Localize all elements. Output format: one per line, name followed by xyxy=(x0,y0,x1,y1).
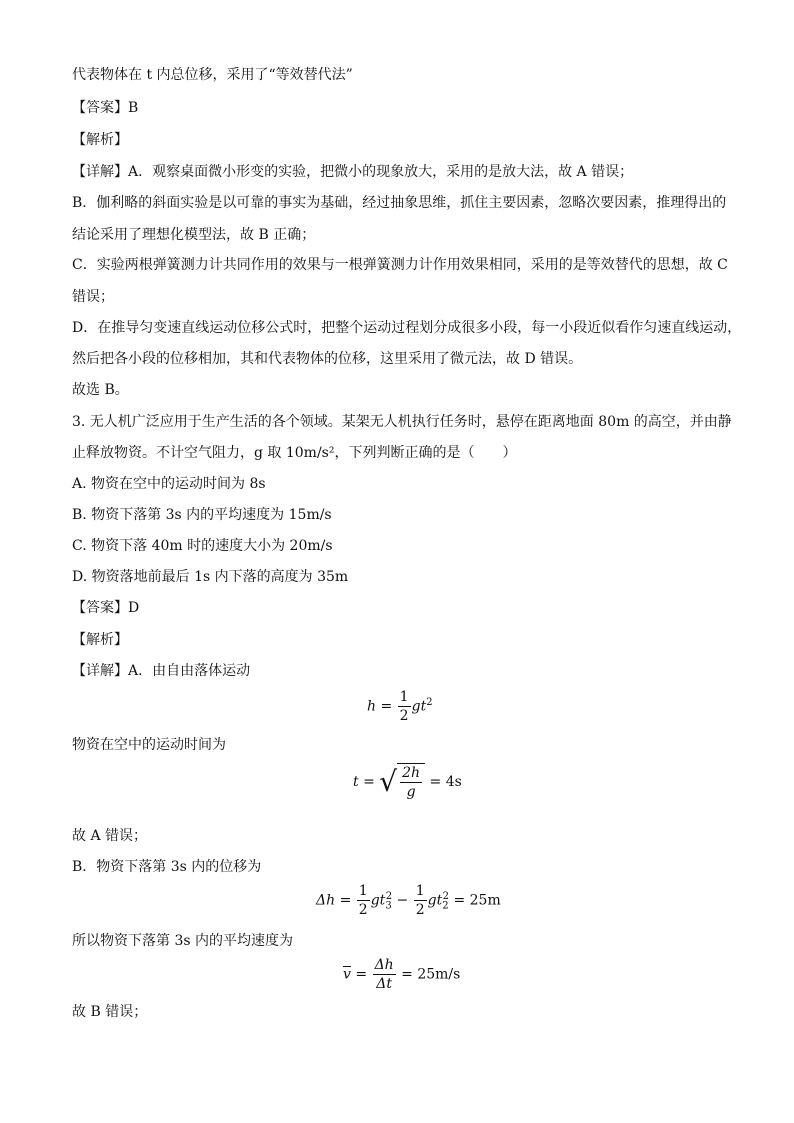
numerator: 1 xyxy=(358,883,368,899)
exponent: 2 xyxy=(426,696,433,708)
formula-result: 25m/s xyxy=(417,966,461,983)
numerator: 1 xyxy=(415,883,425,899)
text-line: 结论采用了理想化模型法，故 B 正确； xyxy=(72,227,316,243)
text-line: 错误； xyxy=(72,289,114,305)
exponent: 2 xyxy=(385,890,393,902)
denominator: 2 xyxy=(358,902,368,918)
analysis-label: 【解析】 xyxy=(72,132,128,148)
text-line: 代表物体在 t 内总位移，采用了“等效替代法” xyxy=(72,67,353,83)
formula-var: g xyxy=(411,698,421,715)
formula-free-fall: h = $\frac{1}{2}$ $gt^2$ xyxy=(367,689,433,724)
text-line: 然后把各小段的位移相加，其和代表物体的位移，这里采用了微元法，故 D 错误。 xyxy=(72,351,583,367)
formula-avg-velocity: $\overline{v}$ = $\frac{\Delta h}{\Delta t}$ = 25m/s xyxy=(343,957,461,992)
text-line: 故 A 错误； xyxy=(72,828,148,844)
subscript: 2 xyxy=(442,900,449,912)
formula-var: t xyxy=(420,698,427,715)
option-a: A. 物资在空中的运动时间为 8s xyxy=(72,476,266,492)
numerator: 1 xyxy=(399,689,409,705)
text-line: 所以物资下落第 3s 内的平均速度为 xyxy=(72,933,293,949)
text-line: 【详解】A．观察桌面微小形变的实验，把微小的现象放大，采用的是放大法，故 A 错误； xyxy=(72,164,634,180)
fraction xyxy=(414,882,427,919)
formula-var: Δh xyxy=(316,892,336,909)
fraction xyxy=(398,688,411,725)
text-line: D．在推导匀变速直线运动位移公式时，把整个运动过程划分成很多小段，每一小段近似看作匀速直线运动， xyxy=(72,320,742,336)
option-b: B. 物资下落第 3s 内的平均速度为 15m/s xyxy=(72,507,332,523)
option-d: D. 物资落地前最后 1s 内下落的高度为 35m xyxy=(72,569,349,585)
subscript: 3 xyxy=(385,900,392,912)
denominator: g xyxy=(406,784,416,800)
text-line: B．物资下落第 3s 内的位移为 xyxy=(72,859,262,875)
exponent: 2 xyxy=(442,890,449,902)
sqrt: √ $\frac{2h}{g}$ xyxy=(379,763,425,801)
text-line: 故选 B。 xyxy=(72,382,129,398)
option-c: C. 物资下落 40m 时的速度大小为 20m/s xyxy=(72,538,333,554)
numerator: 2h xyxy=(402,765,421,781)
answer-label: 【答案】B xyxy=(72,100,139,116)
fraction xyxy=(357,882,370,919)
text-line: B．伽利略的斜面实验是以可靠的事实为基础，经过抽象思维，抓住主要因素，忽略次要因素，推理得出的 xyxy=(72,195,727,211)
fraction xyxy=(400,764,422,801)
numerator: Δh xyxy=(374,957,394,973)
fraction xyxy=(373,956,396,993)
formula-result: 4s xyxy=(445,774,462,790)
question-stem: 3. 无人机广泛应用于生产生活的各个领域。某架无人机执行任务时，悬停在距离地面 80m 的高空，并由静 xyxy=(72,414,732,430)
formula-fall-time: t = √ $\frac{2h}{g}$ = 4s xyxy=(353,765,462,800)
analysis-label: 【解析】 xyxy=(72,632,128,648)
formula-var: t xyxy=(353,774,359,790)
formula-result: 25m xyxy=(469,892,501,909)
denominator: 2 xyxy=(415,902,425,918)
text-line: 【详解】A．由自由落体运动 xyxy=(72,663,251,679)
text-line: C．实验两根弹簧测力计共同作用的效果与一根弹簧测力计作用效果相同，采用的是等效替代的思想，故 C xyxy=(72,257,728,273)
answer-label: 【答案】D xyxy=(72,600,140,616)
denominator: 2 xyxy=(399,708,409,724)
denominator: Δt xyxy=(376,976,392,992)
formula-var: h xyxy=(367,698,377,715)
text-line: 故 B 错误； xyxy=(72,1004,148,1020)
question-stem: 止释放物资。不计空气阻力，g 取 10m/s²，下列判断正确的是（ ） xyxy=(72,445,517,461)
formula-var: $\overline{v}$ xyxy=(343,966,351,983)
text-line: 物资在空中的运动时间为 xyxy=(72,737,226,753)
formula-displacement: Δh = $\frac{1}{2}$ $gt_3^2$ − $\frac{1}{2}$ $gt_2^2 = 25m$ xyxy=(316,883,501,918)
